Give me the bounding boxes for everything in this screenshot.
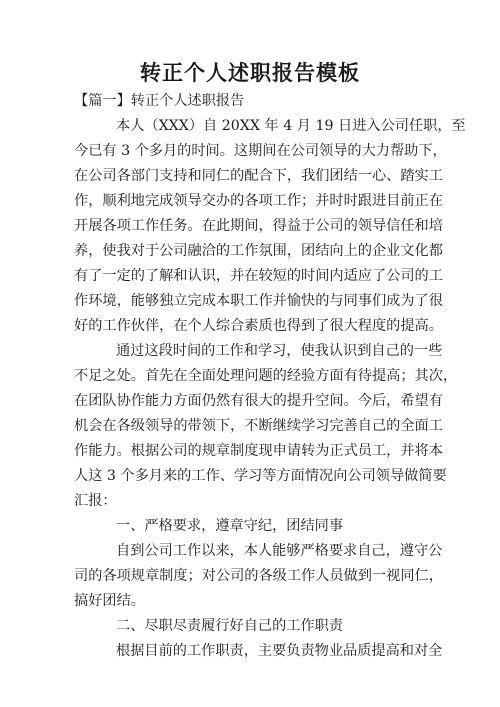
body-line: 自到公司工作以来，本人能够严格要求自己，遵守公 — [116, 543, 443, 559]
body-line: 机会在各级领导的带领下，不断继续学习完善自己的全面工 — [74, 418, 443, 434]
body-line: 作，顺利地完成领导交办的各项工作；并时时跟进目前正在 — [74, 193, 443, 209]
body-line: 通过这段时间的工作和学习，使我认识到自己的一些 — [116, 343, 443, 359]
subheading-2: 二、尽职尽责履行好自己的工作职责 — [116, 618, 344, 634]
body-line: 作环境，能够独立完成本职工作并愉快的与同事们成为了很 — [74, 293, 443, 309]
body-line: 有了一定的了解和认识，并在较短的时间内适应了公司的工 — [74, 268, 443, 284]
body-line: 养，使我对于公司融洽的工作氛围，团结向上的企业文化都 — [74, 243, 443, 259]
body-line: 汇报： — [74, 493, 117, 509]
body-line: 本人（XXX）自 20XX 年 4 月 19 日进入公司任职，至 — [116, 118, 466, 134]
body-line: 开展各项工作任务。在此期间，得益于公司的领导信任和培 — [74, 218, 443, 234]
body-line: 好的工作伙伴，在个人综合素质也得到了很大程度的提高。 — [74, 318, 443, 334]
body-line: 今已有 3 个多月的时间。这期间在公司领导的大力帮助下， — [74, 143, 447, 159]
body-line: 人这 3 个多月来的工作、学习等方面情况向公司领导做简要 — [74, 468, 447, 484]
body-line: 不足之处。首先在全面处理问题的经验方面有待提高；其次， — [74, 368, 458, 384]
body-line: 司的各项规章制度；对公司的各级工作人员做到一视同仁， — [74, 568, 443, 584]
body-line: 搞好团结。 — [74, 593, 145, 609]
body-line: 在公司各部门支持和同仁的配合下，我们团结一心、踏实工 — [74, 168, 443, 184]
body-line: 在团队协作能力方面仍然有很大的提升空间。今后，希望有 — [74, 393, 443, 409]
document-title: 转正个人述职报告模板 — [140, 61, 360, 85]
body-line: 作能力。根据公司的规章制度现申请转为正式员工，并将本 — [74, 443, 443, 459]
subheading-1: 一、严格要求，遵章守纪，团结同事 — [116, 518, 344, 534]
body-line: 根据目前的工作职责，主要负责物业品质提高和对全 — [116, 643, 443, 659]
section-label: 【篇一】转正个人述职报告 — [74, 93, 245, 109]
